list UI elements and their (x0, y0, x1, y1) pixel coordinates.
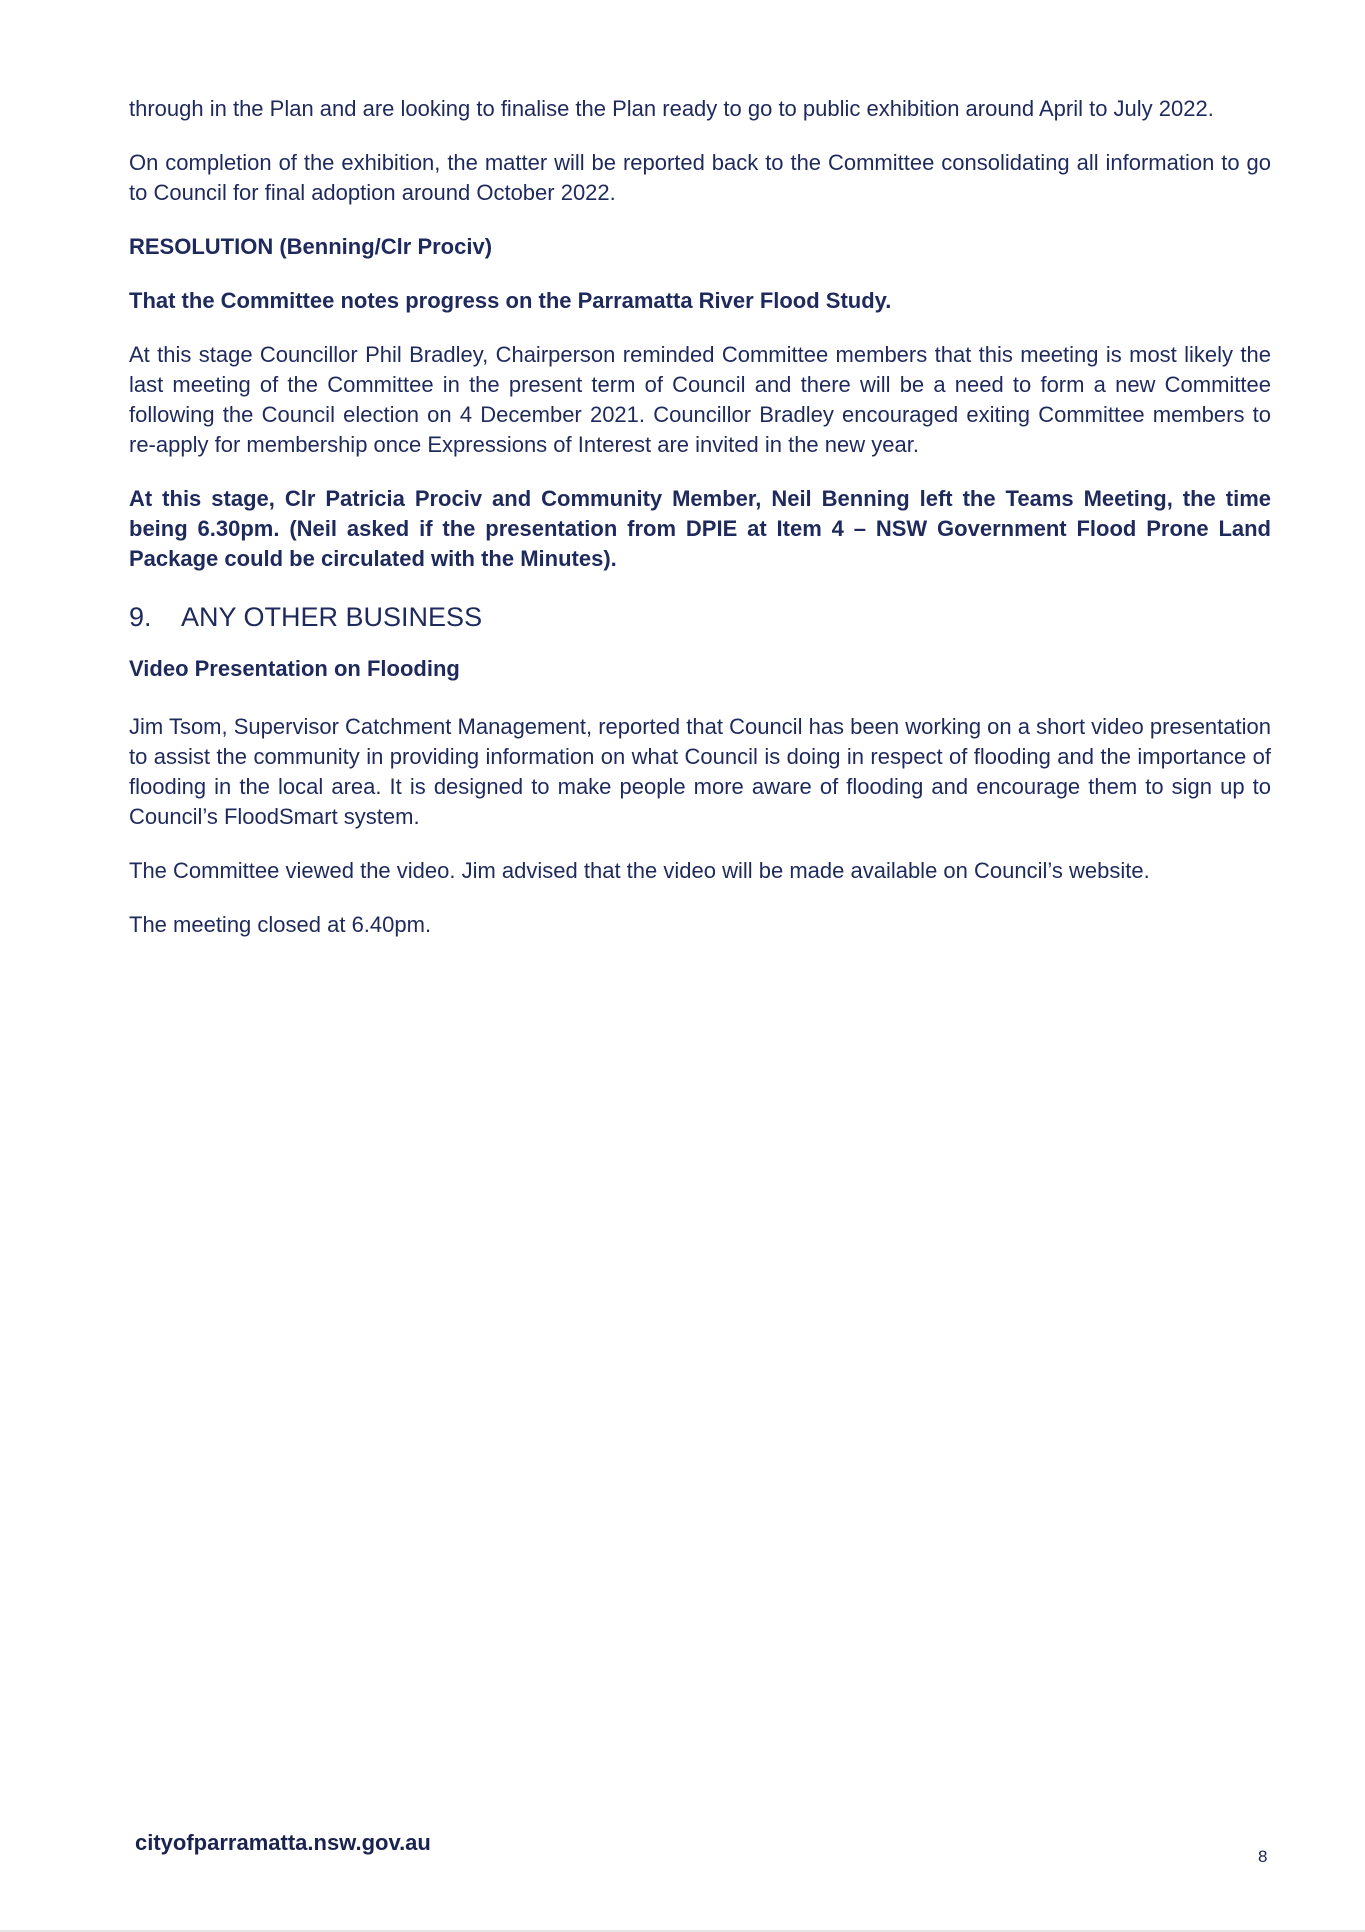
paragraph-exhibition-completion: On completion of the exhibition, the matter will be reported back to the Committee consolidating all information to go to Council for final adoption around October 2022. (129, 150, 1271, 205)
footer-website-url: cityofparramatta.nsw.gov.au (135, 1830, 431, 1855)
paragraph-chairperson-reminder: At this stage Councillor Phil Bradley, Chairperson reminded Committee members that this meeting is most likely the last meeting of the Committee in the present term of Council and there will be a need to form a new Committee following the Council election on 4 December 2021. Councillor Bradley encouraged exiting Committee members to re-apply for membership once Expressions of Interest are invited in the new year. (129, 342, 1271, 457)
subheading-video-presentation: Video Presentation on Flooding (129, 656, 460, 681)
resolution-heading: RESOLUTION (Benning/Clr Prociv) (129, 234, 493, 259)
paragraph-plan-finalise: through in the Plan and are looking to finalise the Plan ready to go to public exhibition around April to July 2022. (129, 96, 1214, 121)
paragraph-video-report: Jim Tsom, Supervisor Catchment Management, reported that Council has been working on a short video presentation to assist the community in providing information on what Council is doing in respect of flooding and the importance of flooding in the local area. It is designed to make people more aware of flooding and encourage them to sign up to Council’s FloodSmart system. (129, 714, 1271, 829)
section-number: 9. (129, 602, 152, 632)
paragraph-meeting-closed: The meeting closed at 6.40pm. (129, 912, 432, 937)
section-title: ANY OTHER BUSINESS (181, 602, 483, 632)
page-number: 8 (1258, 1847, 1268, 1866)
section-heading (129, 600, 1271, 634)
paragraph-video-viewed: The Committee viewed the video. Jim advised that the video will be made available on Council’s website. (129, 858, 1150, 883)
paragraph-members-left: At this stage, Clr Patricia Prociv and Community Member, Neil Benning left the Teams Meeting, the time being 6.30pm. (Neil asked if the presentation from DPIE at Item 4 – NSW Government Flood Prone Land Package could be circulated with the Minutes). (129, 486, 1271, 571)
resolution-text: That the Committee notes progress on the Parramatta River Flood Study. (129, 288, 892, 313)
document-body (129, 94, 1271, 964)
